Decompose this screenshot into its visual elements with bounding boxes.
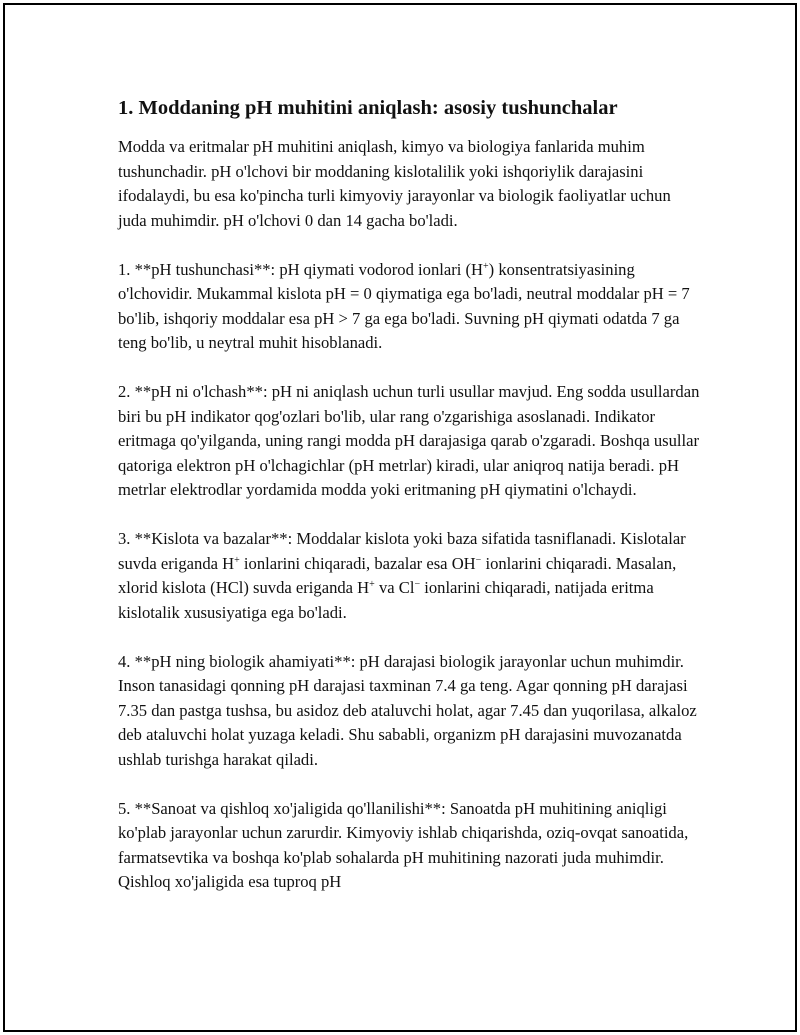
item-4-paragraph: 4. **pH ning biologik ahamiyati**: pH darajasi biologik jarayonlar uchun muhimdir. Inson tanasidagi qonning pH darajasi taxminan 7.4 ga teng. Agar qonning pH darajasi 7.35 dan pastga tushsa, bu asidoz deb ataluvchi holat, agar 7.45 dan yuqorilasa, alkaloz deb ataluvchi holat yuzaga keladi. Shu sababli, organizm pH darajasini muvozanatda ushlab turishga harakat qiladi. xyxy=(118,651,697,769)
item-1-paragraph xyxy=(118,258,703,356)
document-body xyxy=(118,95,703,919)
item-3-sup-2: − xyxy=(475,554,482,566)
item-1-text-2: ) konsentratsiyasining o'lchovidir. Mukammal kislota pH = 0 qiymatiga ega bo'ladi, neutral moddalar pH = 7 bo'lib, ishqoriy moddalar esa pH > 7 ga ega bo'ladi. Suvning pH qiymati odatda 7 ga teng bo'lib, u neytral muhit hisoblanadi. xyxy=(118,259,690,352)
item-3-paragraph xyxy=(118,527,703,625)
item-3-sup-1: + xyxy=(234,554,240,566)
item-3-text-4: va Cl xyxy=(374,578,415,597)
item-3-text-5: ionlarini chiqaradi, natijada eritma kislotalik xususiyatiga ega bo'ladi. xyxy=(118,578,654,622)
item-3-text-2: ionlarini chiqaradi, bazalar esa OH xyxy=(239,553,476,573)
item-1-sup-1: + xyxy=(483,260,489,272)
intro-paragraph: Modda va eritmalar pH muhitini aniqlash, kimyo va biologiya fanlarida muhim tushunchadir. pH o'lchovi bir moddaning kislotalilik yoki ishqoriylik darajasini ifodalaydi, bu esa ko'pincha turli kimyoviy jarayonlar va biologik faoliyatlar uchun juda muhimdir. pH o'lchovi 0 dan 14 gacha bo'ladi. xyxy=(118,137,671,230)
item-2-paragraph: 2. **pH ni o'lchash**: pH ni aniqlash uchun turli usullar mavjud. Eng sodda usullardan biri bu pH indikator qog'ozlari bo'lib, ular rang o'zgarishiga asoslanadi. Indikator eritmaga qo'yilganda, uning rangi modda pH darajasiga qarab o'zgaradi. Boshqa usullar qatoriga elektron pH o'lchagichlar (pH metrlar) kiradi, ular aniqroq natija beradi. pH metrlar elektrodlar yordamida modda yoki eritmaning pH qiymatini o'lchaydi. xyxy=(118,382,700,499)
document-title: 1. Moddaning pH muhitini aniqlash: asosiy tushunchalar xyxy=(118,97,618,119)
item-3-text-3: ionlarini chiqaradi. Masalan, xlorid kislota (HCl) suvda eriganda H xyxy=(118,553,677,597)
item-1-text-1: 1. **pH tushunchasi**: pH qiymati vodorod ionlari (H xyxy=(118,259,484,279)
item-3-text-1: 3. **Kislota va bazalar**: Moddalar kislota yoki baza sifatida tasniflanadi. Kislotalar suvda eriganda H xyxy=(118,529,686,573)
item-5-paragraph: 5. **Sanoat va qishloq xo'jaligida qo'llanilishi**: Sanoatda pH muhitining aniqligi ko'plab jarayonlar uchun zarurdir. Kimyoviy ishlab chiqarishda, oziq-ovqat sanoatida, farmatsevtika va boshqa ko'plab sohalarda pH muhitining nazorati juda muhimdir. Qishloq xo'jaligida esa tuproq pH xyxy=(118,798,689,891)
item-3-sup-4: − xyxy=(414,579,421,590)
item-3-sup-3: + xyxy=(369,579,375,590)
